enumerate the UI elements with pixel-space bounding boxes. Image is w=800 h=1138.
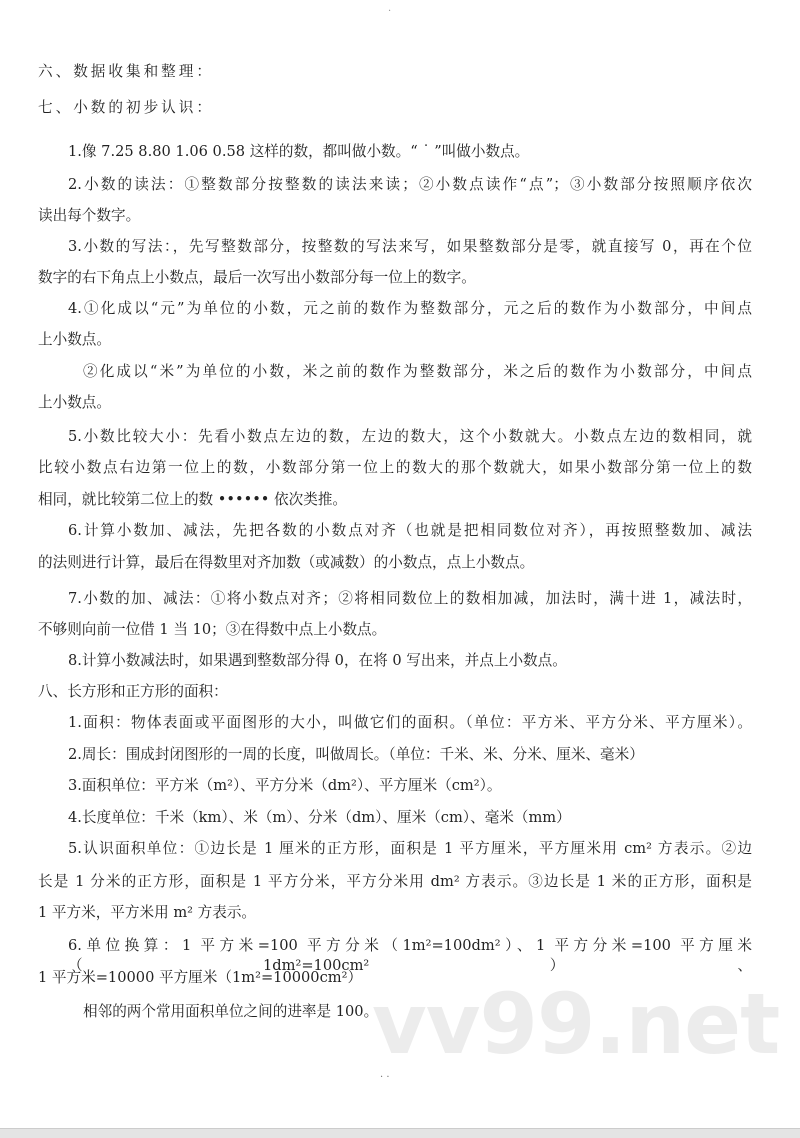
paragraph-line: 1.面积：物体表面或平面图形的大小，叫做它们的面积。（单位：平方米、平方分米、平方厘米）。 [68,714,752,731]
paragraph-line: 比较小数点右边第一位上的数，小数部分第一位上的数大的那个数就大，如果小数部分第一位上的数 [38,459,752,476]
paragraph-line: 7.小数的加、减法：①将小数点对齐；②将相同数位上的数相加减，加法时，满十进 1，减法时， [68,590,752,607]
paragraph-line: 1.像 7.25 8.80 1.06 0.58 这样的数，都叫做小数。“ ˙ ”叫做小数点。 [68,143,530,160]
watermark: vv99.net [372,975,780,1073]
section-heading-8: 八、长方形和正方形的面积： [38,683,228,700]
paragraph-line: 不够则向前一位借 1 当 10；③在得数中点上小数点。 [38,621,387,638]
paragraph-line: 1 平方米=10000 平方厘米（1m²=10000cm²） [38,969,363,986]
paragraph-line: 数字的右下角点上小数点，最后一次写出小数部分每一位上的数字。 [38,269,476,286]
paragraph-line: 的法则进行计算，最后在得数里对齐加数（或减数）的小数点，点上小数点。 [38,554,535,571]
paragraph-line: ②化成以“米”为单位的小数，米之前的数作为整数部分，米之后的数作为小数部分，中间点 [83,363,752,380]
paragraph-line: 2.小数的读法：①整数部分按整数的读法来读；②小数点读作“点”；③小数部分按照顺序依次 [68,176,752,193]
top-mark: · [388,6,392,17]
page-number-mark: · · [380,1072,390,1083]
paragraph-line: 相同，就比较第二位上的数 •••••• 依次类推。 [38,491,348,508]
paragraph-line: 3.小数的写法：，先写整数部分，按整数的写法来写，如果整数部分是零，就直接写 0，再在个位 [68,238,752,255]
paragraph-line: 读出每个数字。 [38,207,141,224]
paragraph-line: 2.周长：围成封闭图形的一周的长度，叫做周长。（单位：千米、米、分米、厘米、毫米） [68,746,644,763]
section-heading-6: 六、数据收集和整理： [38,63,214,80]
paragraph-line: 6.计算小数加、减法，先把各数的小数点对齐（也就是把相同数位对齐），再按照整数加、减法 [68,522,752,539]
paragraph-line: 8.计算小数减法时，如果遇到整数部分得 0，在将 0 写出来，并点上小数点。 [68,652,567,669]
paragraph-line: 5.认识面积单位：①边长是 1 厘米的正方形，面积是 1 平方厘米，平方厘米用 cm² 方表示。②边 [68,840,752,857]
paragraph-line: 上小数点。 [38,394,111,411]
paragraph-line: 相邻的两个常用面积单位之间的进率是 100。 [83,1003,379,1020]
paragraph-line: 5.小数比较大小：先看小数点左边的数，左边的数大，这个小数就大。小数点左边的数相同，就 [68,428,752,445]
paragraph-line: 4.①化成以“元”为单位的小数，元之前的数作为整数部分，元之后的数作为小数部分，中间点 [68,300,752,317]
paragraph-line: 6.单位换算：1 平方米=100 平方分米（1m²=100dm²）、1 平方分米=100 平方厘米（1dm²=100cm²）、 [68,937,752,974]
section-heading-7: 七、小数的初步认识： [38,99,214,116]
paragraph-line: 上小数点。 [38,331,111,348]
paragraph-line: 3.面积单位：平方米（m²）、平方分米（dm²）、平方厘米（cm²）。 [68,777,502,794]
paragraph-line: 长是 1 分米的正方形，面积是 1 平方分米，平方分米用 dm² 方表示。③边长是 1 米的正方形，面积是 [38,873,752,890]
paragraph-line: 1 平方米，平方米用 m² 方表示。 [38,904,257,921]
paragraph-line: 4.长度单位：千米（km）、米（m）、分米（dm）、厘米（cm）、毫米（mm） [68,809,571,826]
